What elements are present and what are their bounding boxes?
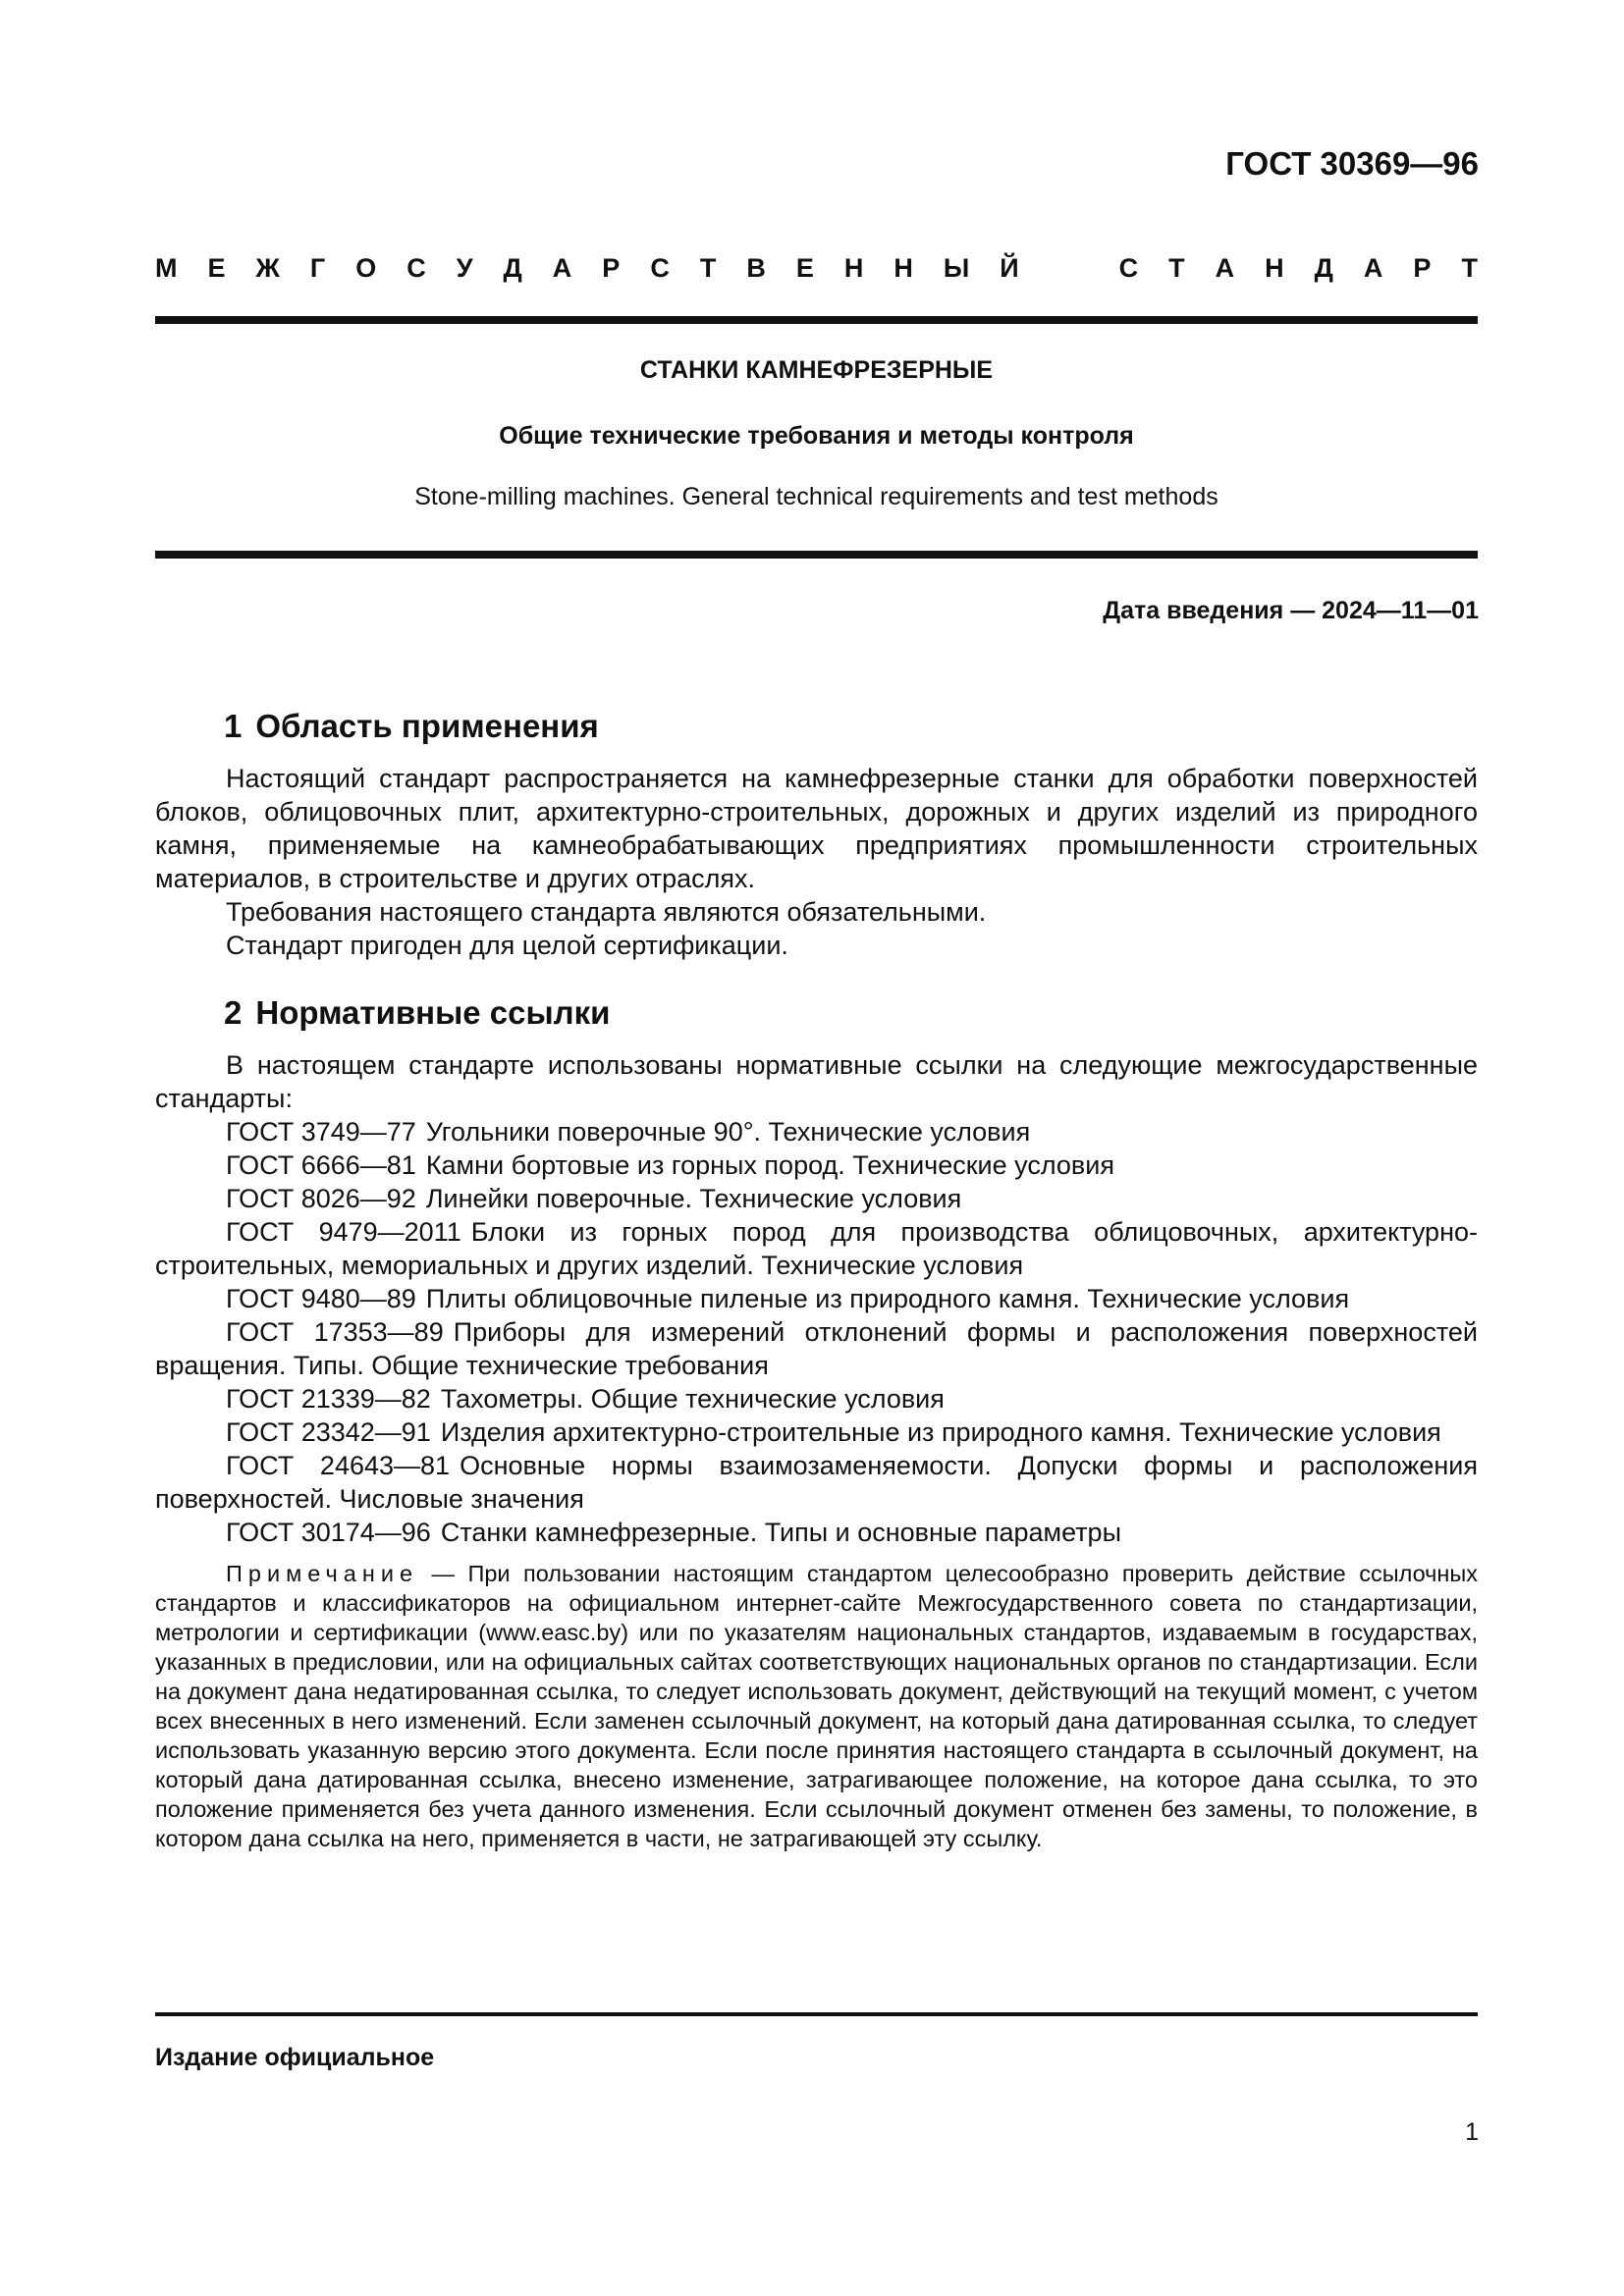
reference-code: ГОСТ 9479—2011	[226, 1217, 461, 1247]
reference-code: ГОСТ 17353—89	[226, 1317, 444, 1347]
banner-letter: Р	[1413, 253, 1432, 283]
section-scope	[155, 705, 1478, 962]
banner-letter: Е	[207, 253, 226, 283]
banner-letter: Т	[1461, 253, 1478, 283]
banner-letter: Ж	[255, 253, 280, 283]
banner-letter: Т	[1168, 253, 1185, 283]
header-divider	[155, 316, 1478, 324]
paragraph: Настоящий стандарт распространяется на камнефрезерные станки для обработки поверхностей блоков, облицовочных плит, архитектурно-строительных, дорожных и других изделий из природного камня, применяемые на камнеобрабатывающих предприятиях промышленности строительных материалов, в строительстве и других отраслях.	[155, 764, 1478, 893]
introduction-date: Дата введения — 2024—11—01	[1103, 597, 1479, 624]
banner-letter: О	[355, 253, 377, 283]
reference-title: Основные нормы взаимозаменяемости. Допуски формы и расположения поверхностей. Числовые значения	[155, 1451, 1478, 1514]
document-title: СТАНКИ КАМНЕФРЕЗЕРНЫЕ	[639, 356, 994, 384]
reference-item	[155, 1148, 1478, 1182]
section-heading: 2 Нормативные ссылки	[224, 994, 611, 1031]
banner-letter: С	[1118, 253, 1139, 283]
reference-item	[155, 1415, 1478, 1449]
reference-code: ГОСТ 9480—89	[226, 1284, 416, 1313]
banner-letter: С	[406, 253, 426, 283]
reference-title: Плиты облицовочные пиленые из природного камня. Технические условия	[425, 1284, 1350, 1313]
paragraph: В настоящем стандарте использованы нормативные ссылки на следующие межгосударственные стандарты:	[155, 1050, 1478, 1113]
reference-item	[155, 1315, 1478, 1382]
banner-letter: Е	[795, 253, 814, 283]
reference-title: Угольники поверочные 90°. Технические условия	[425, 1117, 1031, 1147]
banner-letter: А	[1215, 253, 1235, 283]
reference-item	[155, 1382, 1478, 1415]
reference-item	[155, 1182, 1478, 1215]
reference-title: Блоки из горных пород для производства облицовочных, архитектурно-строительных, мемориальных и других изделий. Технические условия	[155, 1217, 1478, 1280]
title-divider	[155, 551, 1478, 559]
banner-letter: А	[552, 253, 572, 283]
reference-code: ГОСТ 23342—91	[226, 1417, 431, 1447]
reference-item	[155, 1215, 1478, 1282]
reference-code: ГОСТ 8026—92	[226, 1184, 416, 1213]
reference-note	[155, 1559, 1478, 1853]
banner-letter: Д	[503, 253, 522, 283]
banner-letter: Н	[1265, 253, 1284, 283]
banner-letter: С	[650, 253, 670, 283]
banner-letter: Г	[309, 253, 326, 283]
banner-letter: Р	[602, 253, 621, 283]
banner-letter: В	[746, 253, 766, 283]
banner-letter: А	[1363, 253, 1383, 283]
reference-item	[155, 1115, 1478, 1148]
reference-title: Станки камнефрезерные. Типы и основные параметры	[440, 1518, 1121, 1547]
reference-title: Изделия архитектурно-строительные из природного камня. Технические условия	[440, 1417, 1441, 1447]
section-normative-references	[155, 991, 1478, 1853]
reference-code: ГОСТ 21339—82	[226, 1384, 431, 1414]
banner-letter: Д	[1314, 253, 1333, 283]
reference-title: Приборы для измерений отклонений формы и расположения поверхностей вращения. Типы. Общие технические требования	[155, 1317, 1478, 1380]
page-number: 1	[1465, 2118, 1479, 2146]
reference-code: ГОСТ 3749—77	[226, 1117, 416, 1147]
document-title-english: Stone-milling machines. General technical requirements and test methods	[414, 483, 1218, 510]
banner-letter: У	[456, 253, 473, 283]
document-subtitle: Общие технические требования и методы контроля	[499, 422, 1134, 450]
banner-letter: Ы	[943, 253, 970, 283]
banner-letter: Й	[1000, 253, 1019, 283]
section-heading: 1 Область применения	[224, 708, 599, 744]
note-label: Примечание	[226, 1561, 419, 1586]
reference-item	[155, 1449, 1478, 1516]
banner-letter: М	[155, 253, 178, 283]
banner-letter: Н	[893, 253, 913, 283]
footer-divider	[155, 2012, 1478, 2016]
reference-code: ГОСТ 6666—81	[226, 1150, 416, 1180]
note-text: — При пользовании настоящим стандартом целесообразно проверить действие ссылочных стандартов и классификаторов на официальном интернет-сайте Межгосударственного совета по стандартизации, метрологии и сертификации (www.easc.by) или по указателям национальных стандартов, издаваемым в государствах, указанных в предисловии, или на официальных сайтах соответствующих национальных органов по стандартизации. Если на документ дана недатированная ссылка, то следует использовать документ, действующий на текущий момент, с учетом всех внесенных в него изменений. Если заменен ссылочный документ, на который дана датированная ссылка, то следует использовать указанную версию этого документа. Если после принятия настоящего стандарта в ссылочный документ, на который дана датированная ссылка, внесено изменение, затрагивающее положение, на которое дана ссылка, то это положение применяется без учета данного изменения. Если ссылочный документ отменен без замены, то положение, в котором дана ссылка на него, применяется в части, не затрагивающей эту ссылку.	[155, 1561, 1478, 1851]
reference-title: Камни бортовые из горных пород. Технические условия	[425, 1150, 1114, 1180]
paragraph: Стандарт пригоден для целой сертификации.	[226, 931, 788, 960]
reference-title: Линейки поверочные. Технические условия	[425, 1184, 962, 1213]
banner-letter: Н	[843, 253, 864, 283]
reference-code: ГОСТ 24643—81	[226, 1451, 451, 1480]
banner-word-gap	[1050, 253, 1089, 284]
official-edition-label: Издание официальное	[155, 2044, 435, 2071]
reference-item	[155, 1282, 1478, 1315]
reference-title: Тахометры. Общие технические условия	[440, 1384, 945, 1414]
document-number: ГОСТ 30369—96	[1225, 145, 1479, 182]
reference-code: ГОСТ 30174—96	[226, 1518, 431, 1547]
document-body	[155, 705, 1478, 1883]
reference-item	[155, 1516, 1478, 1549]
paragraph: Требования настоящего стандарта являются обязательными.	[226, 897, 987, 927]
banner-letter: Т	[699, 253, 717, 283]
interstate-standard-banner	[155, 253, 1478, 284]
